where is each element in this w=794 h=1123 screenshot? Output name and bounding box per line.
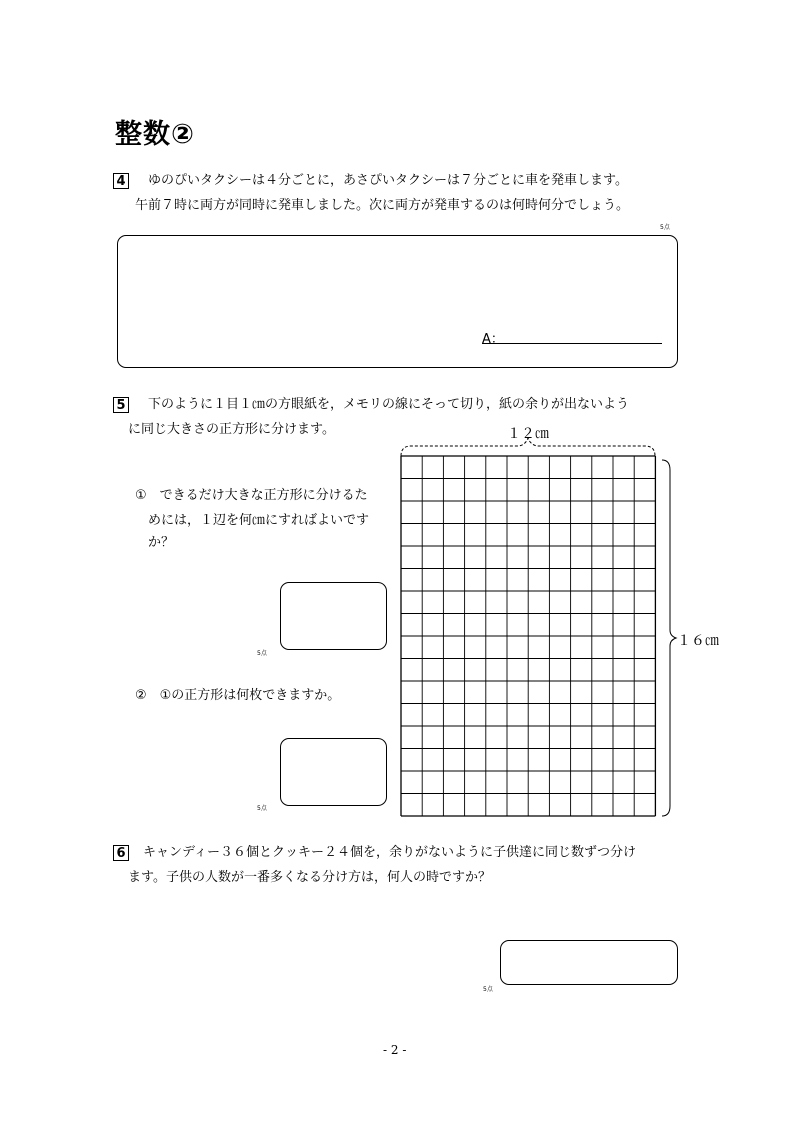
grid-width-label: １２㎝ — [507, 426, 549, 442]
question-5-sub2-line1: ② ①の正方形は何枚できますか。 — [135, 688, 341, 703]
grid — [401, 456, 655, 816]
question-5-sub1-line3: か？ — [148, 535, 175, 550]
question-5-sub1-line1: ① できるだけ大きな正方形に分けるた — [135, 488, 368, 503]
question-6-text-line1: キャンディー３６個とクッキー２４個を，余りがないように子供達に同じ数ずつ分け — [143, 845, 636, 860]
question-4-text-line2: 午前７時に両方が同時に発車しました。次に両方が発車するのは何時何分でしょう。 — [135, 198, 630, 213]
question-number-4: 4 — [113, 173, 129, 189]
question-5-sub1-points: 5点 — [257, 650, 267, 657]
question-6-points: 5点 — [483, 986, 493, 993]
page-number: - 2 - — [383, 1043, 407, 1057]
height-brace — [662, 460, 676, 816]
question-4-answer-box[interactable] — [117, 235, 678, 368]
question-5-sub2-answer-box[interactable] — [280, 738, 387, 806]
question-5-text-line2: に同じ大きさの正方形に分けます。 — [128, 422, 335, 437]
page-title: 整数② — [115, 119, 195, 150]
question-4-points: 5点 — [660, 224, 670, 231]
grid-paper-figure — [380, 418, 740, 828]
question-4-answer-line — [482, 343, 662, 344]
question-6-text-line2: ます。子供の人数が一番多くなる分け方は，何人の時ですか？ — [128, 870, 491, 885]
question-number-5: 5 — [113, 397, 129, 413]
question-number-6: 6 — [113, 845, 129, 861]
grid-height-label: １６㎝ — [677, 633, 719, 649]
question-6-answer-box[interactable] — [500, 940, 678, 985]
question-5-text-line1: 下のように１目１㎝の方眼紙を，メモリの線にそって切り，紙の余りが出ないよう — [148, 397, 630, 412]
question-5-sub1-answer-box[interactable] — [280, 582, 387, 650]
question-5-sub2-points: 5点 — [257, 805, 267, 812]
question-5-sub1-line2: めには，１辺を何㎝にすればよいです — [148, 513, 370, 528]
question-4-text-line1: ゆのぴいタクシーは４分ごとに，あさぴいタクシーは７分ごとに車を発車します。 — [148, 173, 628, 188]
question-4-answer-label: A： — [482, 332, 504, 347]
